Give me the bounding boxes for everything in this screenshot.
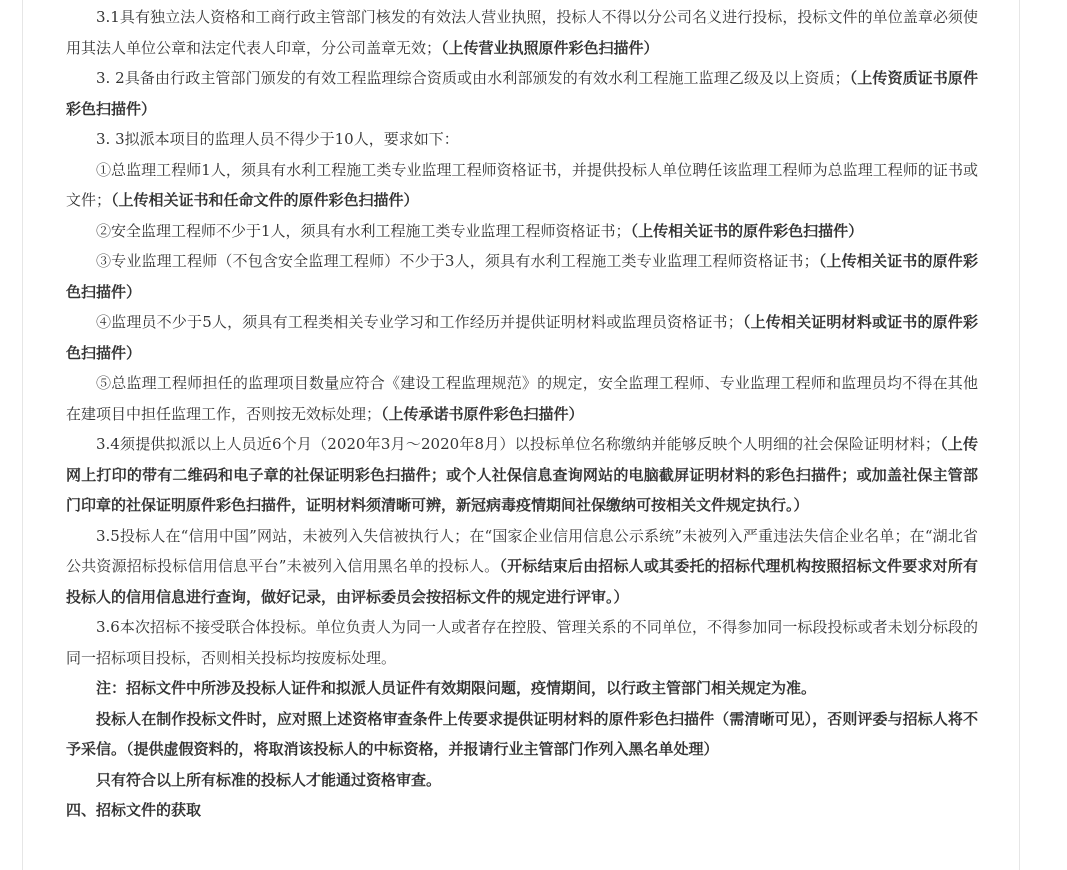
paragraph-project-limit: ⑤总监理工程师担任的监理项目数量应符合《建设工程监理规范》的规定，安全监理工程师、专业监理工程师和监理员均不得在其他在建项目中担任监理工作，否则按无效标处理；（上传承诺书原件彩色扫描件）: [66, 374, 978, 423]
paragraph-3-1: 3.1具有独立法人资格和工商行政主管部门核发的有效法人营业执照，投标人不得以分公司名义进行投标，投标文件的单位盖章必须使用其法人单位公章和法定代表人印章，分公司盖章无效；（上传营业执照原件彩色扫描件）: [66, 8, 978, 57]
paragraph-safety-supervisor: ②安全监理工程师不少于1人，须具有水利工程施工类专业监理工程师资格证书；（上传相关证书的原件彩色扫描件）: [96, 221, 864, 240]
paragraph-3-2: 3. 2具备由行政主管部门颁发的有效工程监理综合资质或由水利部颁发的有效水利工程施工监理乙级及以上资质；（上传资质证书原件彩色扫描件）: [66, 69, 978, 118]
paragraph-3-6: 3.6本次招标不接受联合体投标。单位负责人为同一人或者存在控股、管理关系的不同单位，不得参加同一标段投标或者未划分标段的同一招标项目投标，否则相关投标均按废标处理。: [66, 618, 978, 667]
right-border-line: [1019, 0, 1020, 870]
paragraph-specialty-supervisor: ③专业监理工程师（不包含安全监理工程师）不少于3人，须具有水利工程施工类专业监理工程师资格证书；（上传相关证书的原件彩色扫描件）: [66, 252, 978, 301]
paragraph-supervisor-staff: ④监理员不少于5人，须具有工程类相关专业学习和工作经历并提供证明材料或监理员资格证书；（上传相关证明材料或证书的原件彩色扫描件）: [66, 313, 978, 362]
note-validity: 注：招标文件中所涉及投标人证件和拟派人员证件有效期限问题，疫情期间，以行政主管部门相关规定为准。: [96, 679, 817, 697]
paragraph-3-5: 3.5投标人在“信用中国”网站，未被列入失信被执行人；在“国家企业信用信息公示系统”未被列入严重违法失信企业名单；在“湖北省公共资源招标投标信用信息平台”未被列入信用黑名单的投标人。（开标结束后由招标人或其委托的招标代理机构按照招标文件要求对所有投标人的信用信息进行查询，做好记录，由评标委员会按招标文件的规定进行评审。）: [66, 526, 978, 606]
note-qualification: 只有符合以上所有标准的投标人才能通过资格审查。: [96, 770, 442, 789]
paragraph-3-3: 3. 3拟派本项目的监理人员不得少于10人，要求如下：: [96, 130, 459, 148]
section-heading: 四、招标文件的获取: [66, 801, 202, 819]
left-border-line: [22, 0, 23, 870]
paragraph-3-4: 3.4须提供拟派以上人员近6个月（2020年3月～2020年8月）以投标单位名称缴纳并能够反映个人明细的社会保险证明材料；（上传网上打印的带有二维码和电子章的社保证明彩色扫描件；或个人社保信息查询网站的电脑截屏证明材料的彩色扫描件；或加盖社保主管部门印章的社保证明原件彩色扫描件，证明材料须清晰可辨，新冠病毒疫情期间社保缴纳可按相关文件规定执行。）: [66, 435, 978, 514]
note-bid-documents: 投标人在制作投标文件时，应对照上述资格审查条件上传要求提供证明材料的原件彩色扫描件（需清晰可见），否则评委与招标人将不予采信。（提供虚假资料的，将取消该投标人的中标资格，并报请行业主管部门作列入黑名单处理）: [66, 709, 978, 758]
paragraph-chief-supervisor: ①总监理工程师1人，须具有水利工程施工类专业监理工程师资格证书，并提供投标人单位聘任该监理工程师为总监理工程师的证书或文件；（上传相关证书和任命文件的原件彩色扫描件）: [66, 160, 978, 209]
article-body: [66, 2, 978, 826]
